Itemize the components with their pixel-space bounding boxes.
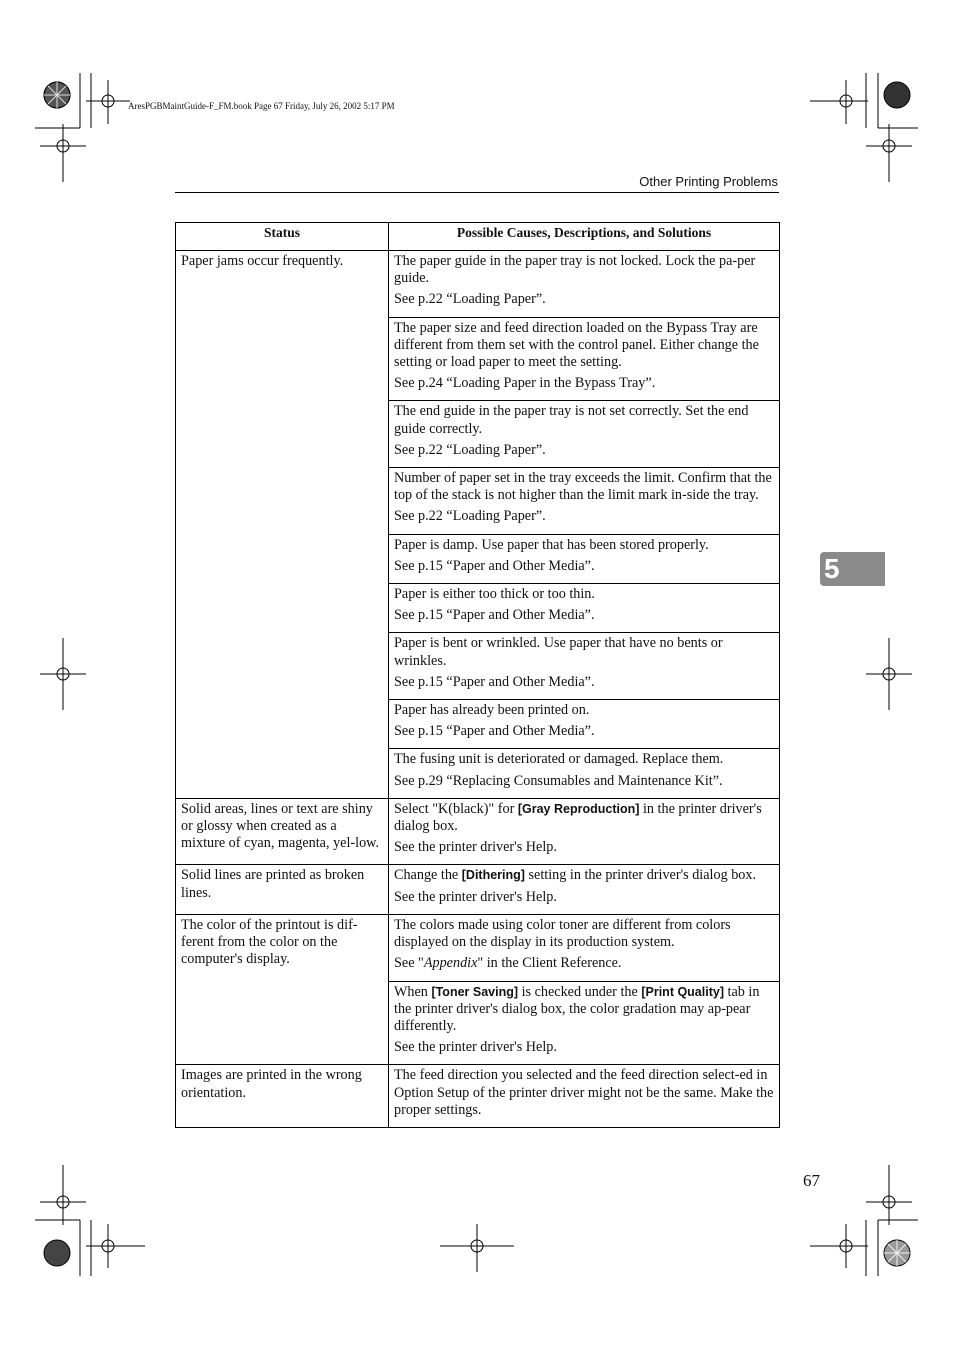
cause-text: Paper has already been printed on.: [394, 702, 590, 719]
cause-cell: [389, 534, 780, 583]
cause-cell: [389, 914, 780, 981]
status-cell: Solid areas, lines or text are shiny or glossy when created as a mixture of cyan, magenta, yel-low.: [176, 798, 389, 865]
cause-cell: [389, 317, 780, 401]
header-rule: [175, 192, 779, 193]
cause-cell: [389, 798, 780, 865]
table-row: [176, 798, 780, 865]
cause-text: [394, 984, 774, 1036]
cause-reference: See p.22 “Loading Paper”.: [394, 291, 546, 308]
cause-text: Paper is either too thick or too thin.: [394, 586, 595, 603]
print-quality-tab: [Print Quality]: [641, 984, 724, 999]
cause-text-part: tab in the printer driver's dialog box, the color gradation may ap-pear differently.: [394, 983, 760, 1034]
status-cell: Paper jams occur frequently.: [176, 251, 389, 799]
cause-text: [394, 867, 774, 884]
cause-text-part: Select "K(black)" for: [394, 800, 518, 817]
cause-text: Paper is bent or wrinkled. Use paper that have no bents or wrinkles.: [394, 635, 723, 669]
cause-text: The feed direction you selected and the feed direction select-ed in Option Setup of the printer driver might not be the same. Make the proper settings.: [394, 1067, 774, 1118]
status-cell: Solid lines are printed as broken lines.: [176, 865, 389, 914]
cause-reference: [394, 955, 774, 972]
toner-saving-setting: [Toner Saving]: [431, 984, 519, 999]
column-header-status: Status: [176, 223, 389, 251]
cause-reference: See p.22 “Loading Paper”.: [394, 508, 546, 525]
table-row: [176, 1065, 780, 1128]
color-target-bottom-right: [884, 1240, 910, 1266]
table-row: [176, 865, 780, 914]
cause-text: The paper size and feed direction loaded on the Bypass Tray are different from them set with the control panel. Either change the setting or load paper to meet the setting.: [394, 319, 759, 371]
cause-reference: See p.29 “Replacing Consumables and Maintenance Kit”.: [394, 772, 723, 789]
cause-cell: [389, 251, 780, 318]
status-cell: Images are printed in the wrong orientation.: [176, 1065, 389, 1128]
cause-cell: [389, 865, 780, 914]
cause-reference: See p.15 “Paper and Other Media”.: [394, 673, 595, 690]
cause-reference: See the printer driver's Help.: [394, 1039, 557, 1056]
table-row: [176, 914, 780, 981]
section-title: Other Printing Problems: [639, 174, 778, 189]
cause-cell: [389, 700, 780, 749]
appendix-reference: Appendix: [423, 955, 478, 972]
cause-text: The colors made using color toner are different from colors displayed on the display in its production system.: [394, 916, 731, 951]
cause-cell: [389, 633, 780, 700]
color-target-top-right: [884, 82, 910, 108]
table-header-row: [176, 223, 780, 251]
chapter-number: 5: [824, 553, 840, 584]
reference-part: " in the Client Reference.: [477, 955, 622, 972]
chapter-tab: [820, 552, 885, 586]
cause-reference: See p.15 “Paper and Other Media”.: [394, 607, 595, 624]
cause-text-part: When: [394, 983, 432, 1000]
cause-text: [394, 801, 774, 835]
cause-text-part: is checked under the: [518, 983, 642, 1000]
cause-cell: [389, 981, 780, 1065]
troubleshooting-table: [175, 222, 780, 1128]
cause-reference: See the printer driver's Help.: [394, 888, 557, 905]
color-target-bottom-left: [44, 1240, 70, 1266]
cause-cell: [389, 749, 780, 798]
cause-text: Number of paper set in the tray exceeds the limit. Confirm that the top of the stack is not higher than the limit mark in-side the tray.: [394, 470, 772, 504]
column-header-causes: Possible Causes, Descriptions, and Solutions: [389, 223, 780, 251]
dithering-setting: [Dithering]: [461, 868, 525, 883]
cause-text: The fusing unit is deteriorated or damaged. Replace them.: [394, 751, 724, 768]
cause-reference: See p.15 “Paper and Other Media”.: [394, 557, 595, 574]
cause-reference: See p.15 “Paper and Other Media”.: [394, 723, 595, 740]
cause-text-part: Change the: [394, 867, 462, 884]
cause-text: The end guide in the paper tray is not set correctly. Set the end guide correctly.: [394, 403, 749, 437]
status-cell: The color of the printout is dif-ferent from the color on the computer's display.: [176, 914, 389, 1064]
page-number: 67: [803, 1171, 820, 1190]
table-row: [176, 251, 780, 318]
cause-cell: [389, 584, 780, 633]
book-info-line: AresPGBMaintGuide-F_FM.book Page 67 Friday, July 26, 2002 5:17 PM: [128, 101, 395, 111]
cause-reference: See p.24 “Loading Paper in the Bypass Tray”.: [394, 375, 656, 392]
cause-text: The paper guide in the paper tray is not locked. Lock the pa-per guide.: [394, 253, 756, 287]
cause-reference: See the printer driver's Help.: [394, 839, 557, 856]
reference-part: See ": [394, 955, 424, 972]
cause-reference: See p.22 “Loading Paper”.: [394, 441, 546, 458]
cause-text: Paper is damp. Use paper that has been stored properly.: [394, 536, 709, 553]
cause-text-part: setting in the printer driver's dialog box.: [524, 867, 757, 884]
gray-reproduction-setting: [Gray Reproduction]: [517, 801, 640, 816]
cause-cell: [389, 401, 780, 468]
cause-cell: [389, 1065, 780, 1128]
color-target-top-left: [44, 82, 70, 108]
cause-cell: [389, 468, 780, 535]
cause-text-part: in the printer driver's dialog box.: [394, 800, 762, 835]
